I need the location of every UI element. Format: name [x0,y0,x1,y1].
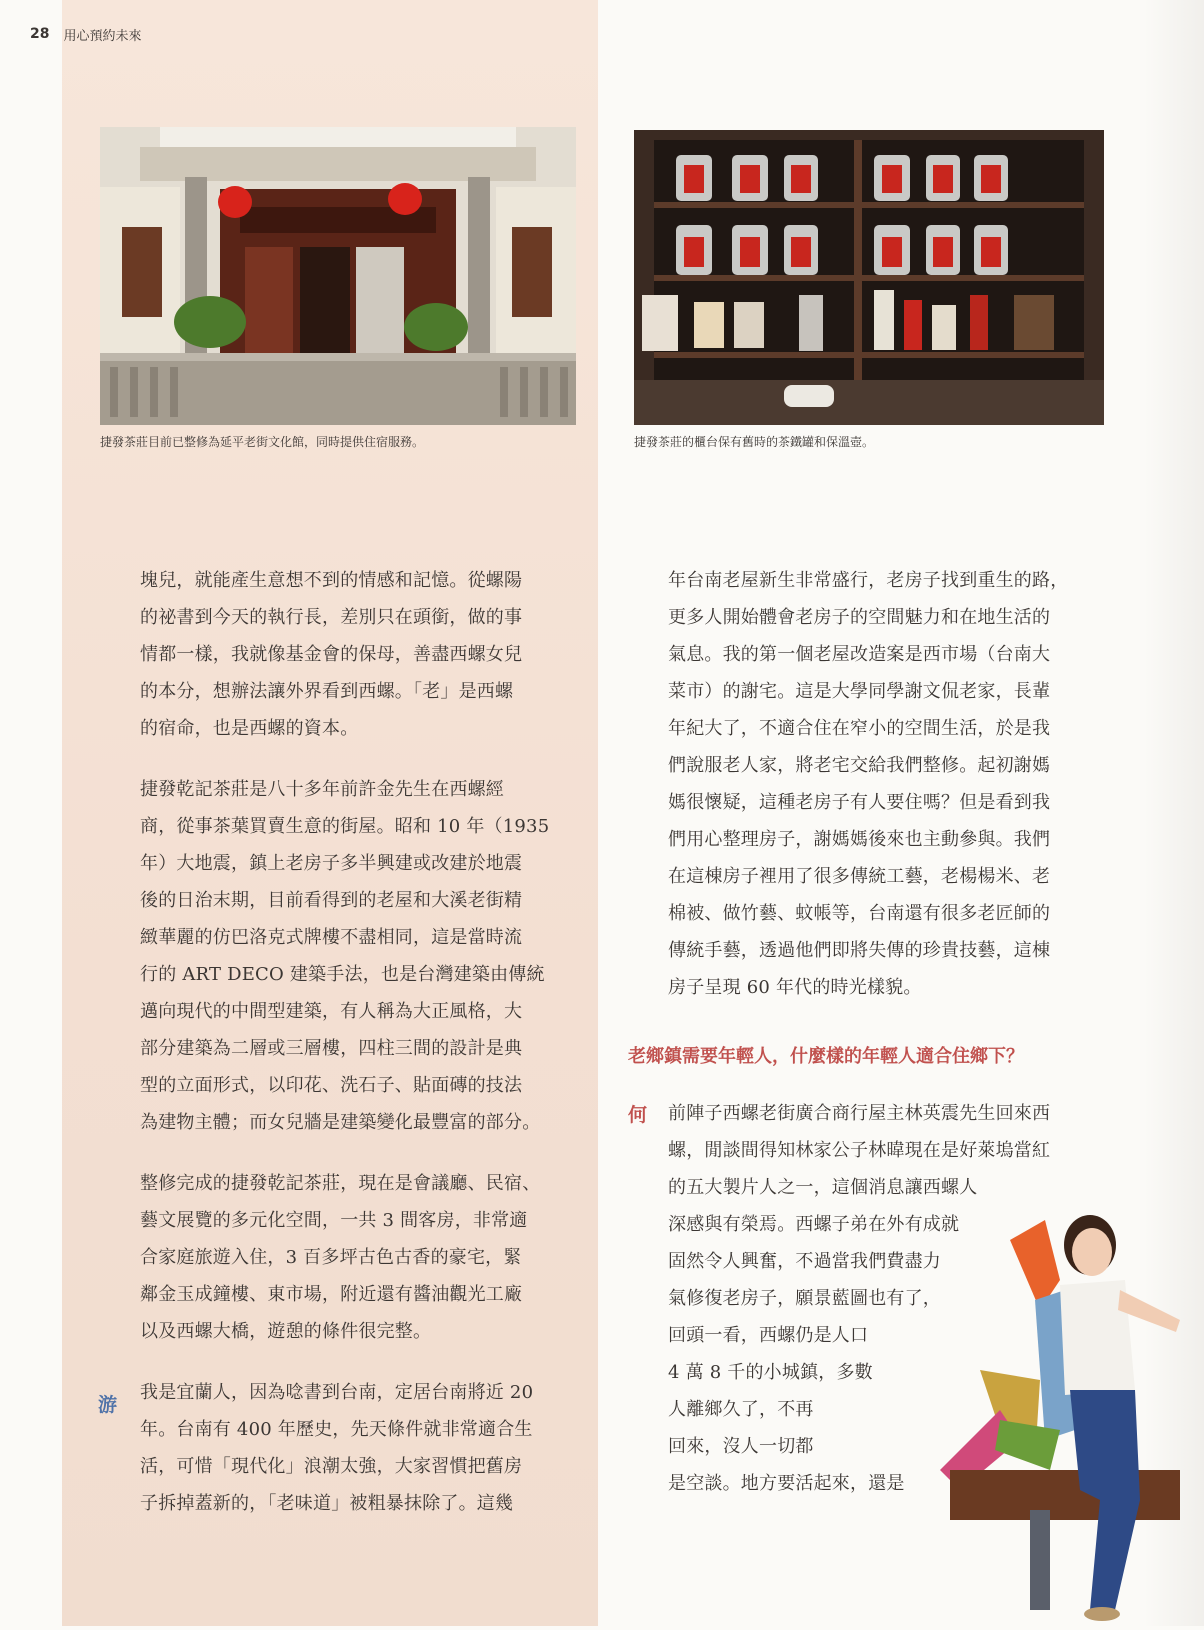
text-line: 情都一樣，我就像基金會的保母，善盡西螺女兒 [140,644,523,665]
text-line: 螺，閒談間得知林家公子林暐現在是好萊塢當紅 [668,1140,1051,1161]
text-line: 傳統手藝，透過他們即將失傳的珍貴技藝，這棟 [668,940,1051,961]
text-line: 4 萬 8 千的小城鎮，多數 [668,1362,873,1383]
tea-tins-shelf-photo [634,130,1104,425]
text-line: 鄰金玉成鐘樓、東市場，附近還有醬油觀光工廠 [140,1284,523,1305]
text-line: 更多人開始體會老房子的空間魅力和在地生活的 [668,607,1051,628]
text-line: 在這棟房子裡用了很多傳統工藝，老楊楊米、老 [668,866,1051,887]
text-line: 回來，沒人一切都 [668,1436,814,1457]
text-line: 們說服老人家，將老宅交給我們整修。起初謝媽 [668,755,1051,776]
text-line: 媽很懷疑，這種老房子有人要住嗎？但是看到我 [668,792,1051,813]
photo-caption-left: 捷發茶莊目前已整修為延平老街文化館，同時提供住宿服務。 [100,435,425,449]
left-paragraph-3 [140,1165,590,1350]
text-line: 子拆掉蓋新的，「老味道」被粗暴抹除了。這幾 [140,1493,514,1514]
text-line: 人離鄉久了，不再 [668,1399,814,1420]
text-line: 為建物主體；而女兒牆是建築變化最豐富的部分。 [140,1112,541,1133]
text-line: 回頭一看，西螺仍是人口 [668,1325,869,1346]
text-line: 行的 ART DECO 建築手法，也是台灣建築由傳統 [140,964,545,985]
woman-on-sculpture-photo [940,1170,1204,1626]
photo-caption-right: 捷發茶莊的櫃台保有舊時的茶鐵罐和保溫壺。 [634,435,875,449]
page-number: 28 [30,26,50,42]
text-line: 氣息。我的第一個老屋改造案是西市場（台南大 [668,644,1051,665]
teahouse-facade-photo [100,127,576,425]
text-line: 年）大地震，鎮上老房子多半興建或改建於地震 [140,853,523,874]
text-line: 型的立面形式，以印花、洗石子、貼面磚的技法 [140,1075,523,1096]
text-line: 菜市）的謝宅。這是大學同學謝文侃老家，長輩 [668,681,1051,702]
sculpture-illustration [940,1170,1204,1626]
text-line: 氣修復老房子，願景藍圖也有了， [668,1288,941,1309]
text-line: 後的日治末期，目前看得到的老屋和大溪老街精 [140,890,523,911]
left-paragraph-2 [140,771,590,1141]
text-line: 緻華麗的仿巴洛克式牌樓不盡相同，這是當時流 [140,927,523,948]
section-title: 用心預約未來 [63,28,142,44]
text-line: 捷發乾記茶莊是八十多年前許金先生在西螺經 [140,779,504,800]
text-line: 整修完成的捷發乾記茶莊，現在是會議廳、民宿、 [140,1173,541,1194]
text-line: 部分建築為二層或三層樓，四柱三間的設計是典 [140,1038,523,1059]
text-line: 棉被、做竹藝、蚊帳等，台南還有很多老匠師的 [668,903,1051,924]
text-line: 前陣子西螺老街廣合商行屋主林英震先生回來西 [668,1103,1051,1124]
text-line: 的祕書到今天的執行長，差別只在頭銜，做的事 [140,607,523,628]
text-line: 年。台南有 400 年歷史，先天條件就非常適合生 [140,1419,533,1440]
text-line: 我是宜蘭人，因為唸書到台南，定居台南將近 20 [140,1382,534,1403]
text-line: 的本分，想辦法讓外界看到西螺。「老」是西螺 [140,681,514,702]
text-line: 合家庭旅遊入住，3 百多坪古色古香的豪宅，緊 [140,1247,522,1268]
right-text-column [668,562,1108,1006]
section-subheading: 老鄉鎮需要年輕人，什麼樣的年輕人適合住鄉下？ [628,1046,1024,1067]
running-header [30,24,142,44]
text-line: 房子呈現 60 年代的時光樣貌。 [668,977,922,998]
left-text-column [140,562,590,1522]
left-paragraph-4 [140,1374,590,1522]
text-line: 年台南老屋新生非常盛行，老房子找到重生的路， [668,570,1069,591]
text-line: 藝文展覽的多元化空間，一共 3 間客房，非常適 [140,1210,528,1231]
text-line: 們用心整理房子，謝媽媽後來也主動參與。我們 [668,829,1051,850]
right-paragraph-1 [668,562,1108,1006]
text-line: 是空談。地方要活起來，還是 [668,1473,905,1494]
speaker-marker-you: 游 [98,1394,118,1416]
text-line: 的宿命，也是西螺的資本。 [140,718,359,739]
text-line: 固然令人興奮，不過當我們費盡力 [668,1251,941,1272]
speaker-marker-he: 何 [628,1104,648,1126]
text-line: 活，可惜「現代化」浪潮太強，大家習慣把舊房 [140,1456,523,1477]
text-line: 塊兒，就能產生意想不到的情感和記憶。從螺陽 [140,570,523,591]
text-line: 的五大製片人之一，這個消息讓西螺人 [668,1177,978,1198]
left-paragraph-1 [140,562,590,747]
text-line: 年紀大了，不適合住在窄小的空間生活，於是我 [668,718,1051,739]
text-line: 商，從事茶葉買賣生意的街屋。昭和 10 年（1935 [140,816,550,837]
text-line: 深感與有榮焉。西螺子弟在外有成就 [668,1214,960,1235]
tea-shelf-illustration [634,130,1104,425]
teahouse-facade-illustration [100,127,576,425]
text-line: 邁向現代的中間型建築，有人稱為大正風格，大 [140,1001,523,1022]
text-line: 以及西螺大橋，遊憩的條件很完整。 [140,1321,432,1342]
